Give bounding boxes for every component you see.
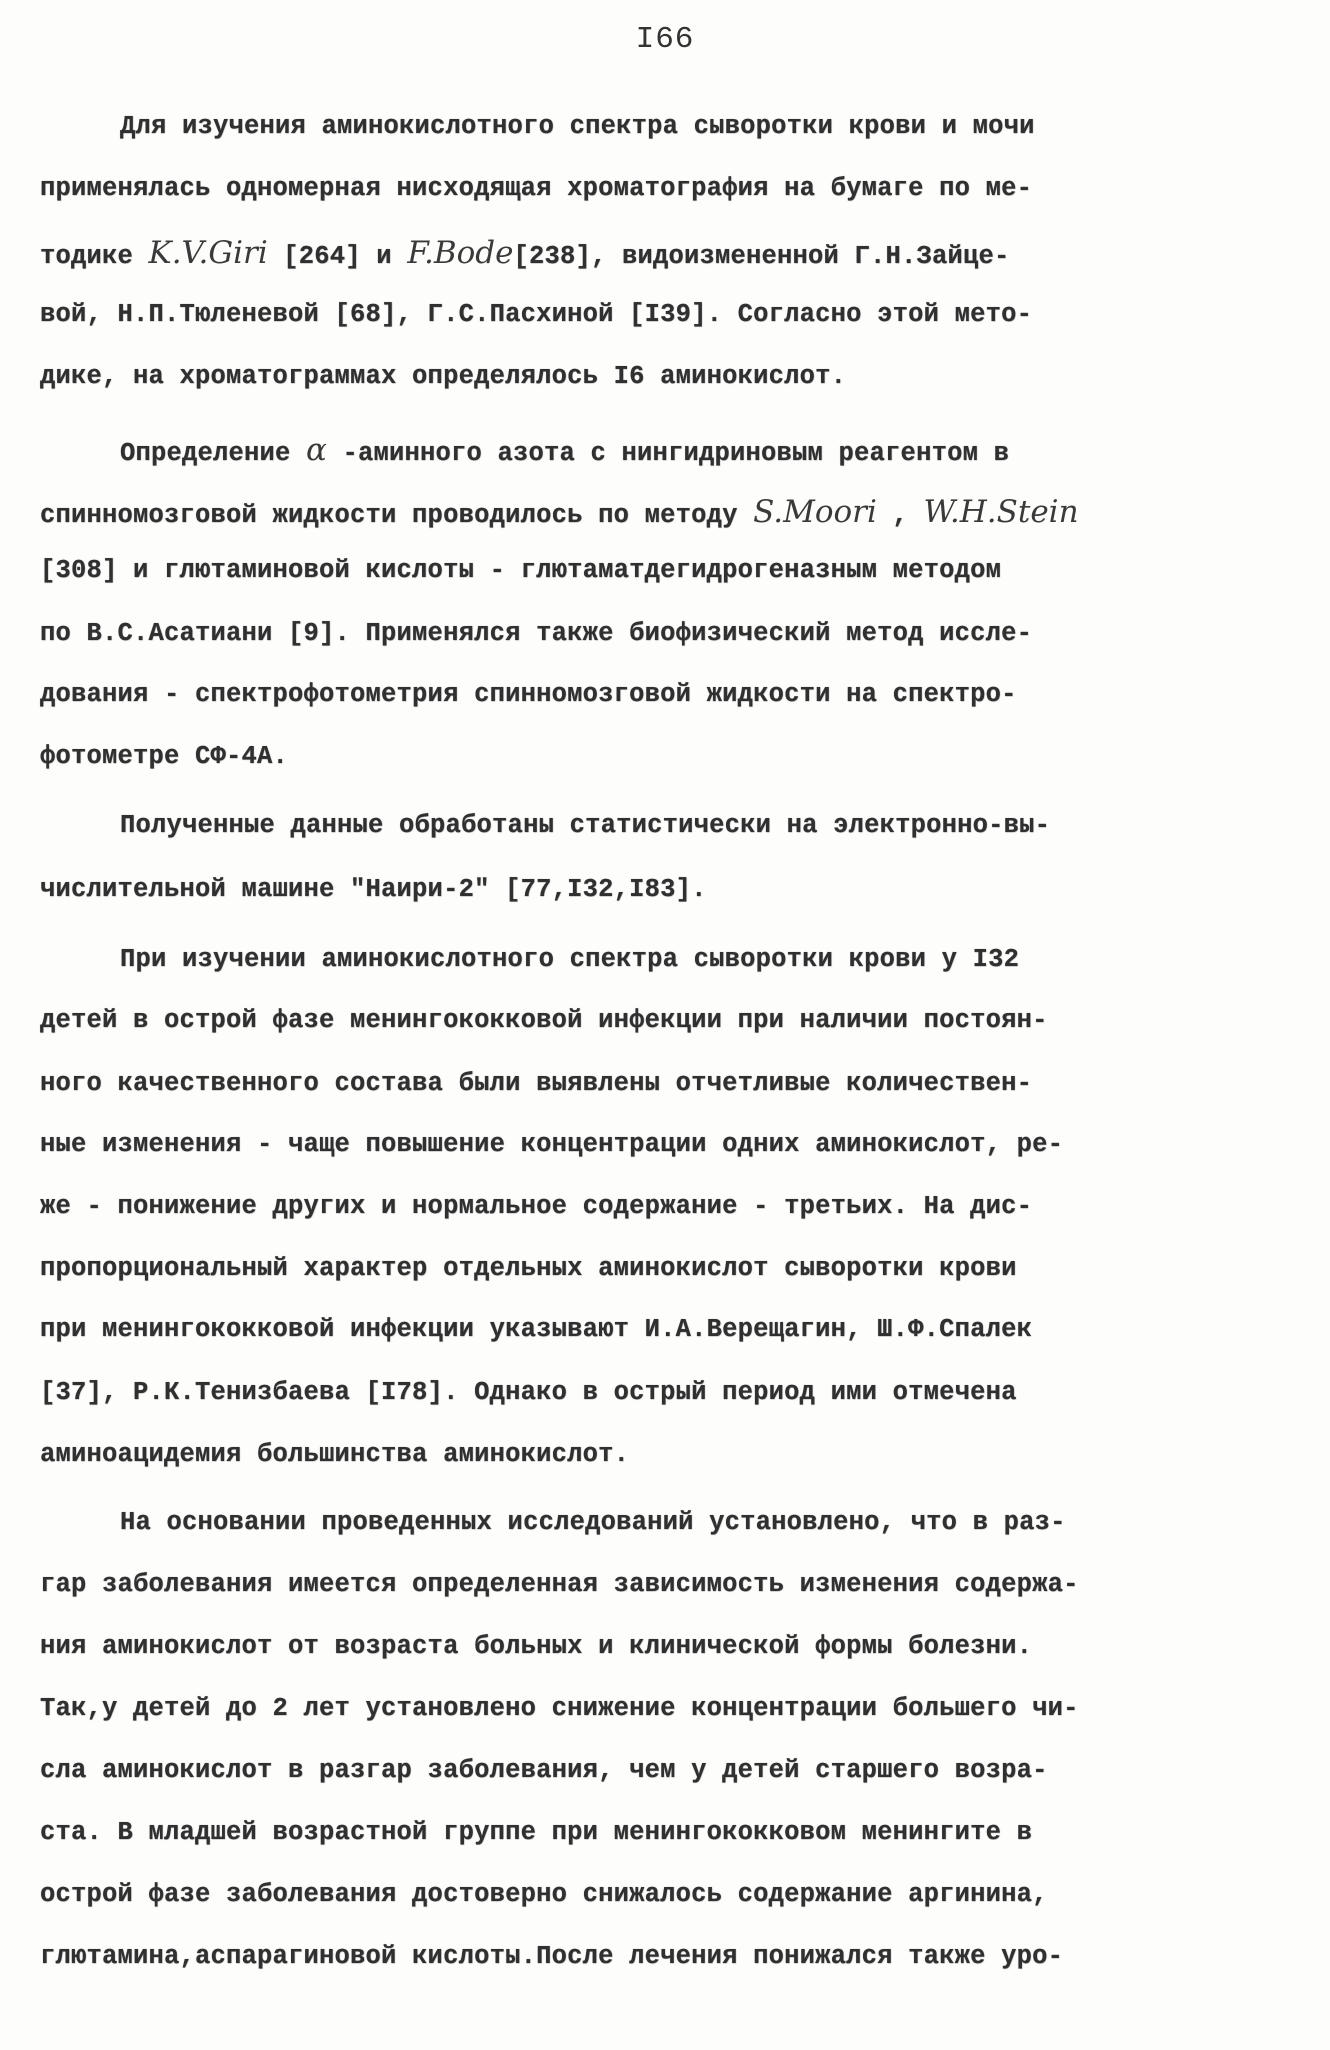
line-text: гар заболевания имеется определенная зависимость изменения содержа- xyxy=(40,1570,1079,1599)
line-text: при менингококковой инфекции указывают И.А.Верещагин, Ш.Ф.Спалек xyxy=(40,1315,1033,1344)
text-line xyxy=(40,174,1032,203)
line-text: [308] и глютаминовой кислоты - глютаматдегидрогеназным методом xyxy=(40,556,1002,585)
line-text: сла аминокислот в разгар заболевания, чем у детей старшего возра- xyxy=(40,1756,1048,1785)
text-line xyxy=(120,945,1019,974)
text-line xyxy=(40,1192,1032,1221)
text-line xyxy=(40,1880,1048,1909)
handwritten-name: α xyxy=(306,432,327,468)
line-text: Для изучения аминокислотного спектра сыворотки крови и мочи xyxy=(120,112,1035,141)
line-text: тодике xyxy=(40,242,149,271)
text-line xyxy=(40,1254,1017,1283)
line-text: , xyxy=(876,501,924,530)
line-text: дике, на хроматограммах определялось I6 аминокислот. xyxy=(40,362,847,391)
text-line xyxy=(40,494,1079,530)
text-line xyxy=(40,1756,1048,1785)
line-text: аминоацидемия большинства аминокислот. xyxy=(40,1440,630,1469)
line-text: применялась одномерная нисходящая хроматография на бумаге по ме- xyxy=(40,174,1033,203)
text-line xyxy=(40,1632,1032,1661)
handwritten-name: S.Moori xyxy=(753,494,877,530)
text-line xyxy=(40,742,288,771)
line-text: На основании проведенных исследований установлено, что в раз- xyxy=(120,1508,1066,1537)
text-line xyxy=(40,300,1032,329)
handwritten-name: W.H.Stein xyxy=(923,494,1079,530)
line-text: острой фазе заболевания достоверно снижалось содержание аргинина, xyxy=(40,1880,1048,1909)
line-text: Полученные данные обработаны статистически на электронно-вы- xyxy=(120,811,1051,840)
line-text: Так,у детей до 2 лет установлено снижение концентрации большего чи- xyxy=(40,1694,1079,1723)
text-line xyxy=(40,1378,1017,1407)
text-line xyxy=(40,1570,1079,1599)
line-text: пропорциональный характер отдельных аминокислот сыворотки крови xyxy=(40,1254,1017,1283)
line-text: [264] и xyxy=(267,242,408,271)
line-text: -аминного азота с нингидриновым реагентом в xyxy=(326,439,1010,468)
line-text: ные изменения - чаще повышение концентрации одних аминокислот, ре- xyxy=(40,1130,1064,1159)
line-text: спинномозговой жидкости проводилось по методу xyxy=(40,501,754,530)
text-line xyxy=(120,1508,1066,1537)
text-line xyxy=(40,1942,1063,1971)
line-text: ния аминокислот от возраста больных и клинической формы болезни. xyxy=(40,1632,1033,1661)
text-line xyxy=(40,875,707,904)
text-line xyxy=(40,1818,1032,1847)
line-text: глютамина,аспарагиновой кислоты.После лечения понижался также уро- xyxy=(40,1942,1064,1971)
text-line xyxy=(40,1006,1048,1035)
line-text: ста. В младшей возрастной группе при менингококковом менингите в xyxy=(40,1818,1033,1847)
text-line xyxy=(40,680,1017,709)
line-text: фотометре СФ-4А. xyxy=(40,742,289,771)
text-line xyxy=(40,556,1001,585)
line-text: вой, Н.П.Тюленевой [68], Г.С.Пасхиной [I39]. Согласно этой мето- xyxy=(40,300,1033,329)
text-line xyxy=(120,112,1035,141)
handwritten-name: F.Bode xyxy=(407,235,514,271)
line-text: по В.С.Асатиани [9]. Применялся также биофизический метод иссле- xyxy=(40,619,1033,648)
text-line xyxy=(40,362,846,391)
line-text: При изучении аминокислотного спектра сыворотки крови у I32 xyxy=(120,945,1020,974)
text-line xyxy=(40,1130,1063,1159)
line-text: же - понижение других и нормальное содержание - третьих. На дис- xyxy=(40,1192,1033,1221)
line-text: числительной машине "Наири-2" [77,I32,I83]. xyxy=(40,875,707,904)
page-number: I66 xyxy=(635,22,695,57)
line-text: детей в острой фазе менингококковой инфекции при наличии постоян- xyxy=(40,1006,1048,1035)
text-line xyxy=(120,432,1009,468)
line-text: [238], видоизмененной Г.Н.Зайце- xyxy=(513,242,1010,271)
line-text: ного качественного состава были выявлены отчетливые количествен- xyxy=(40,1069,1033,1098)
text-line xyxy=(120,811,1050,840)
text-line xyxy=(40,1694,1079,1723)
line-text: дования - спектрофотометрия спинномозговой жидкости на спектро- xyxy=(40,680,1017,709)
line-text: Определение xyxy=(120,439,307,468)
line-text: [37], Р.К.Тенизбаева [I78]. Однако в острый период ими отмечена xyxy=(40,1378,1017,1407)
text-line xyxy=(40,1315,1032,1344)
text-line xyxy=(40,1069,1032,1098)
text-line xyxy=(40,619,1032,648)
handwritten-name: K.V.Giri xyxy=(148,235,268,271)
text-line xyxy=(40,235,1010,271)
text-line xyxy=(40,1440,629,1469)
